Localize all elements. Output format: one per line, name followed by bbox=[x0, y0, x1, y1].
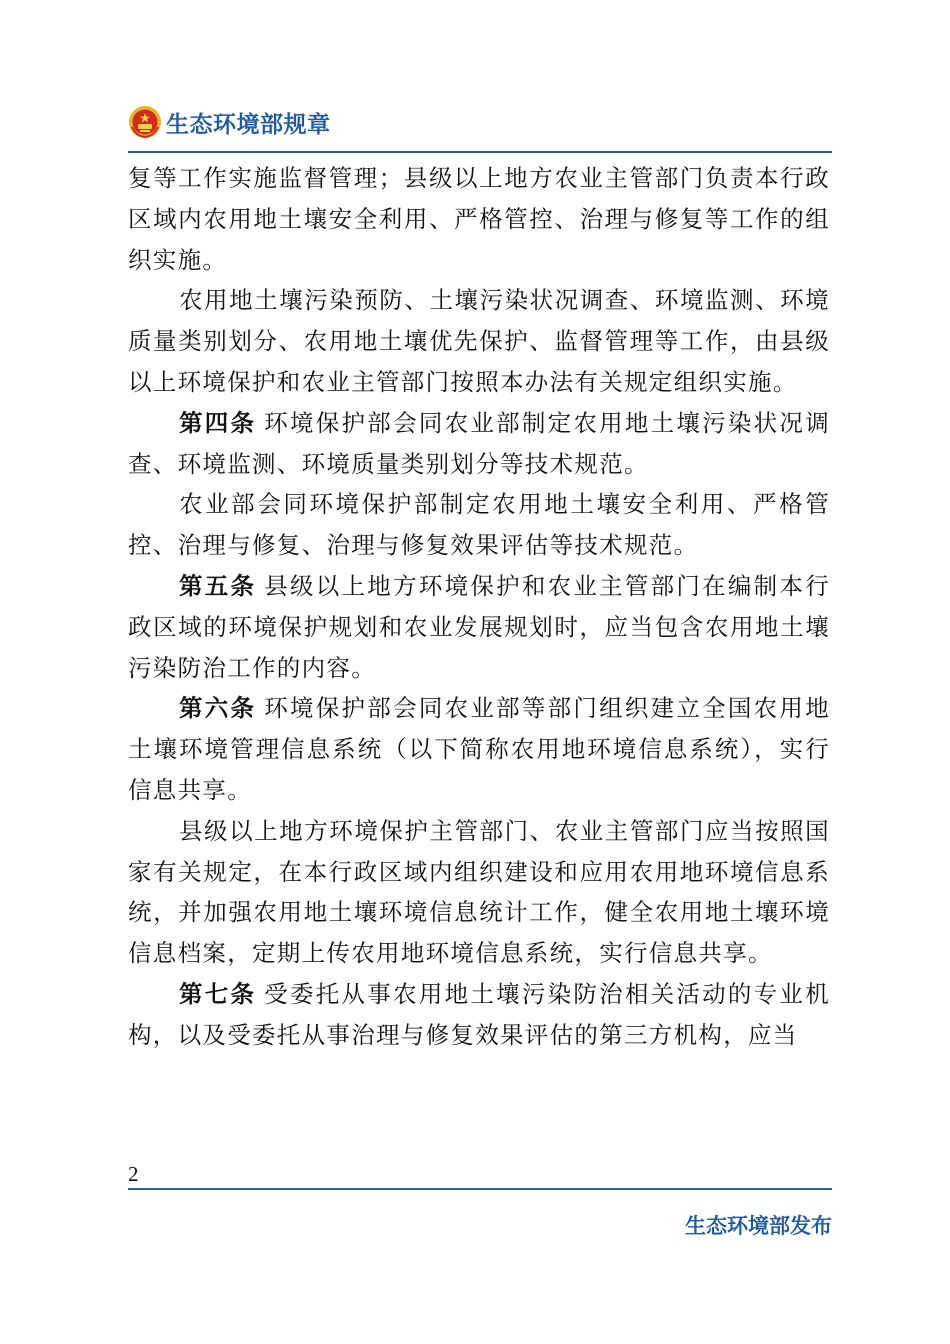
article-text: 受委托从事农用地土壤污染防治相关活动的专业机构，以及受委托从事治理与修复效果评估的第三方机构，应当 bbox=[128, 979, 830, 1049]
article-4 bbox=[128, 403, 830, 485]
article-label: 第七条 bbox=[179, 979, 257, 1008]
document-body bbox=[128, 158, 830, 1056]
paragraph: 农业部会同环境保护部制定农用地土壤安全利用、严格管控、治理与修复、治理与修复效果评估等技术规范。 bbox=[128, 490, 830, 560]
article-label: 第六条 bbox=[179, 694, 257, 723]
page-header bbox=[128, 97, 331, 147]
article-text: 县级以上地方环境保护和农业主管部门在编制本行政区域的环境保护规划和农业发展规划时，应当包含农用地土壤污染防治工作的内容。 bbox=[128, 571, 830, 682]
paragraph: 县级以上地方环境保护主管部门、农业主管部门应当按照国家有关规定，在本行政区域内组织建设和应用农用地环境信息系统，并加强农用地土壤环境信息统计工作，健全农用地土壤环境信息档案，定期上传农用地环境信息系统，实行信息共享。 bbox=[128, 816, 830, 968]
article-7 bbox=[128, 974, 830, 1056]
national-emblem-icon bbox=[128, 105, 162, 139]
footer-title: 生态环境部发布 bbox=[685, 1214, 832, 1238]
article-5 bbox=[128, 566, 830, 688]
footer-divider bbox=[128, 1188, 832, 1190]
header-title: 生态环境部规章 bbox=[166, 111, 331, 138]
paragraph: 农用地土壤污染预防、土壤污染状况调查、环境监测、环境质量类别划分、农用地土壤优先保护、监督管理等工作，由县级以上环境保护和农业主管部门按照本办法有关规定组织实施。 bbox=[128, 286, 830, 396]
article-6 bbox=[128, 688, 830, 810]
header-divider bbox=[128, 151, 832, 153]
article-label: 第四条 bbox=[179, 408, 257, 437]
article-text: 环境保护部会同农业部等部门组织建立全国农用地土壤环境管理信息系统（以下简称农用地环境信息系统），实行信息共享。 bbox=[128, 694, 830, 804]
article-text: 环境保护部会同农业部制定农用地土壤污染状况调查、环境监测、环境质量类别划分等技术规范。 bbox=[128, 408, 830, 478]
paragraph-continuation: 复等工作实施监督管理；县级以上地方农业主管部门负责本行政区域内农用地土壤安全利用、严格管控、治理与修复等工作的组织实施。 bbox=[128, 164, 830, 274]
page-number: 2 bbox=[128, 1162, 139, 1186]
article-label: 第五条 bbox=[179, 571, 257, 600]
